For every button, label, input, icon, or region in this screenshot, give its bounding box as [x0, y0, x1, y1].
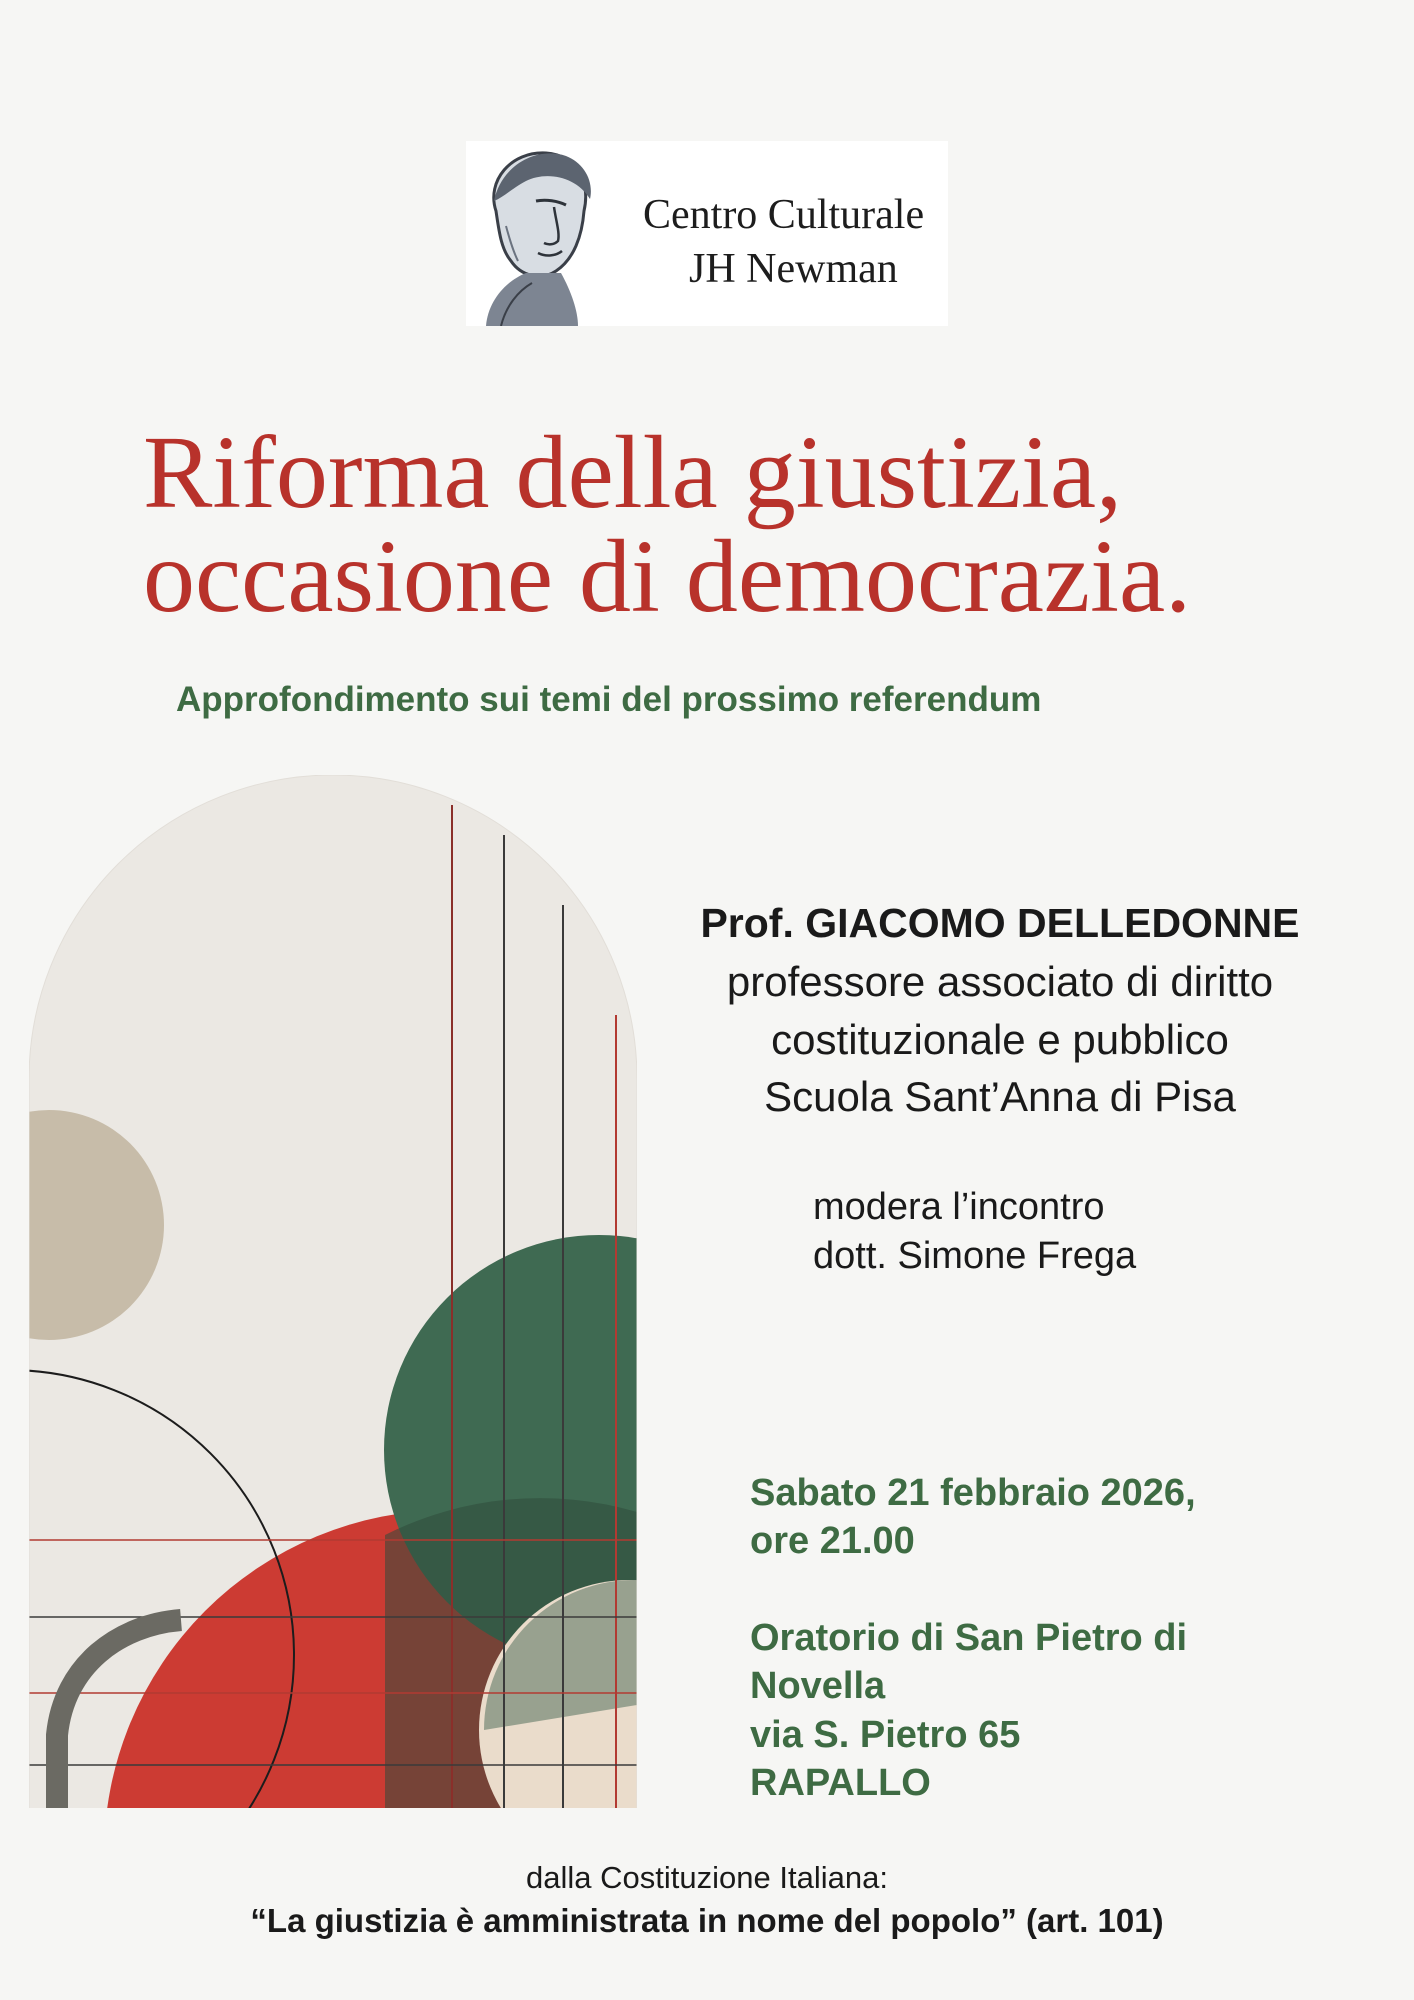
speaker-role-line1: professore associato di diritto	[726, 958, 1274, 1005]
event-time: ore 21.00	[750, 1520, 915, 1562]
moderator-name: dott. Simone Frega	[813, 1235, 1137, 1277]
decorative-arch-artwork	[29, 775, 637, 1808]
organizer-logo	[466, 141, 948, 326]
title-line2: occasione di democrazia.	[143, 519, 1192, 634]
speaker-name: Prof. GIACOMO DELLEDONNE	[700, 900, 1300, 946]
constitution-quote: “La giustizia è amministrata in nome del popolo” (art. 101)	[250, 1902, 1164, 1939]
speaker-role-line3: Scuola Sant’Anna di Pisa	[764, 1073, 1236, 1120]
speaker-role-line2: costituzionale e pubblico	[771, 1016, 1229, 1063]
event-venue-line1: Oratorio di San Pietro di	[750, 1617, 1188, 1659]
title-line1: Riforma della giustizia,	[143, 415, 1123, 530]
moderator-label: modera l’incontro	[813, 1186, 1105, 1228]
event-venue-line2: Novella	[750, 1665, 886, 1707]
event-city: RAPALLO	[750, 1762, 931, 1804]
logo-text-line1: Centro Culturale	[643, 192, 925, 238]
quote-intro: dalla Costituzione Italiana:	[526, 1860, 888, 1895]
subtitle: Approfondimento sui temi del prossimo referendum	[176, 680, 1042, 719]
logo-text-line2: JH Newman	[689, 246, 898, 292]
event-address: via S. Pietro 65	[750, 1714, 1021, 1756]
portrait-icon	[466, 141, 601, 326]
event-date: Sabato 21 febbraio 2026,	[750, 1472, 1196, 1514]
